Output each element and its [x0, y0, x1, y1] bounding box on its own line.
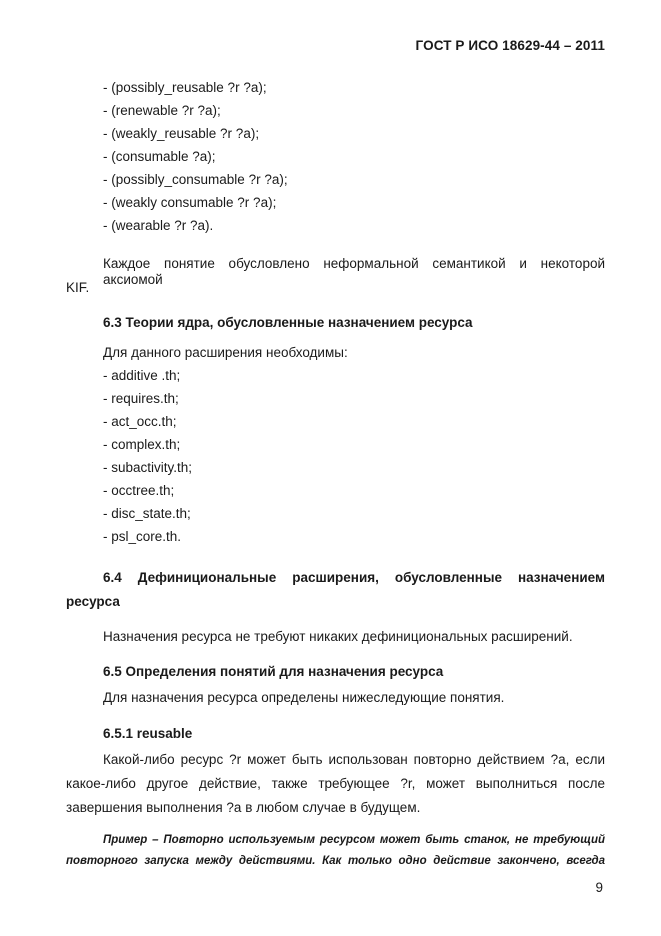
- heading-word: обусловленные: [394, 570, 502, 585]
- heading-word: Дефинициональные: [137, 570, 277, 585]
- section-text: Для назначения ресурса определены нижеследующие понятия.: [103, 690, 505, 705]
- list-item: - psl_core.th.: [103, 529, 182, 544]
- section-heading-6-4: [103, 570, 605, 586]
- page-number: 9: [595, 880, 603, 895]
- list-item: - complex.th;: [103, 437, 181, 452]
- list-item: - (weakly_reusable ?r ?a);: [103, 126, 260, 141]
- list-item: - (weakly consumable ?r ?a);: [103, 195, 277, 210]
- section-intro: Для данного расширения необходимы:: [103, 345, 348, 360]
- example-line: повторного запуска между действиями. Как только одно действие закончено, всегда: [66, 855, 605, 867]
- list-item: - subactivity.th;: [103, 460, 193, 475]
- list-item: - requires.th;: [103, 391, 179, 406]
- heading-word: 6.4: [103, 570, 122, 585]
- paragraph-line: Каждое понятие обусловлено неформальной семантикой и некоторой аксиомой: [103, 256, 605, 287]
- list-item: - occtree.th;: [103, 483, 175, 498]
- section-heading-6-3: 6.3 Теории ядра, обусловленные назначением ресурса: [103, 315, 473, 330]
- list-item: - additive .th;: [103, 368, 181, 383]
- list-item: - act_occ.th;: [103, 414, 177, 429]
- section-text: Назначения ресурса не требуют никаких дефинициональных расширений.: [103, 629, 573, 644]
- heading-word: назначением: [517, 570, 605, 585]
- heading-word: расширения,: [292, 570, 379, 585]
- example-line: Пример – Повторно используемым ресурсом может быть станок, не требующий: [103, 834, 605, 846]
- list-item: - (possibly_consumable ?r ?a);: [103, 172, 288, 187]
- standard-header: ГОСТ Р ИСО 18629-44 – 2011: [415, 38, 605, 53]
- list-item: - (possibly_reusable ?r ?a);: [103, 80, 267, 95]
- paragraph-line: KIF.: [66, 280, 90, 295]
- list-item: - (wearable ?r ?a).: [103, 218, 214, 233]
- section-heading-6-5: 6.5 Определения понятий для назначения ресурса: [103, 664, 444, 679]
- paragraph-line: Какой-либо ресурс ?r может быть использован повторно действием ?a, если: [103, 752, 605, 767]
- paragraph-line: завершения выполнения ?a в любом случае в будущем.: [66, 800, 421, 815]
- list-item: - (consumable ?a);: [103, 149, 216, 164]
- section-heading-6-4-cont: ресурса: [66, 594, 120, 609]
- list-item: - (renewable ?r ?a);: [103, 103, 221, 118]
- paragraph-line: какое-либо другое действие, также требующее ?r, может выполниться после: [66, 776, 605, 791]
- list-item: - disc_state.th;: [103, 506, 191, 521]
- section-heading-6-5-1: 6.5.1 reusable: [103, 726, 193, 741]
